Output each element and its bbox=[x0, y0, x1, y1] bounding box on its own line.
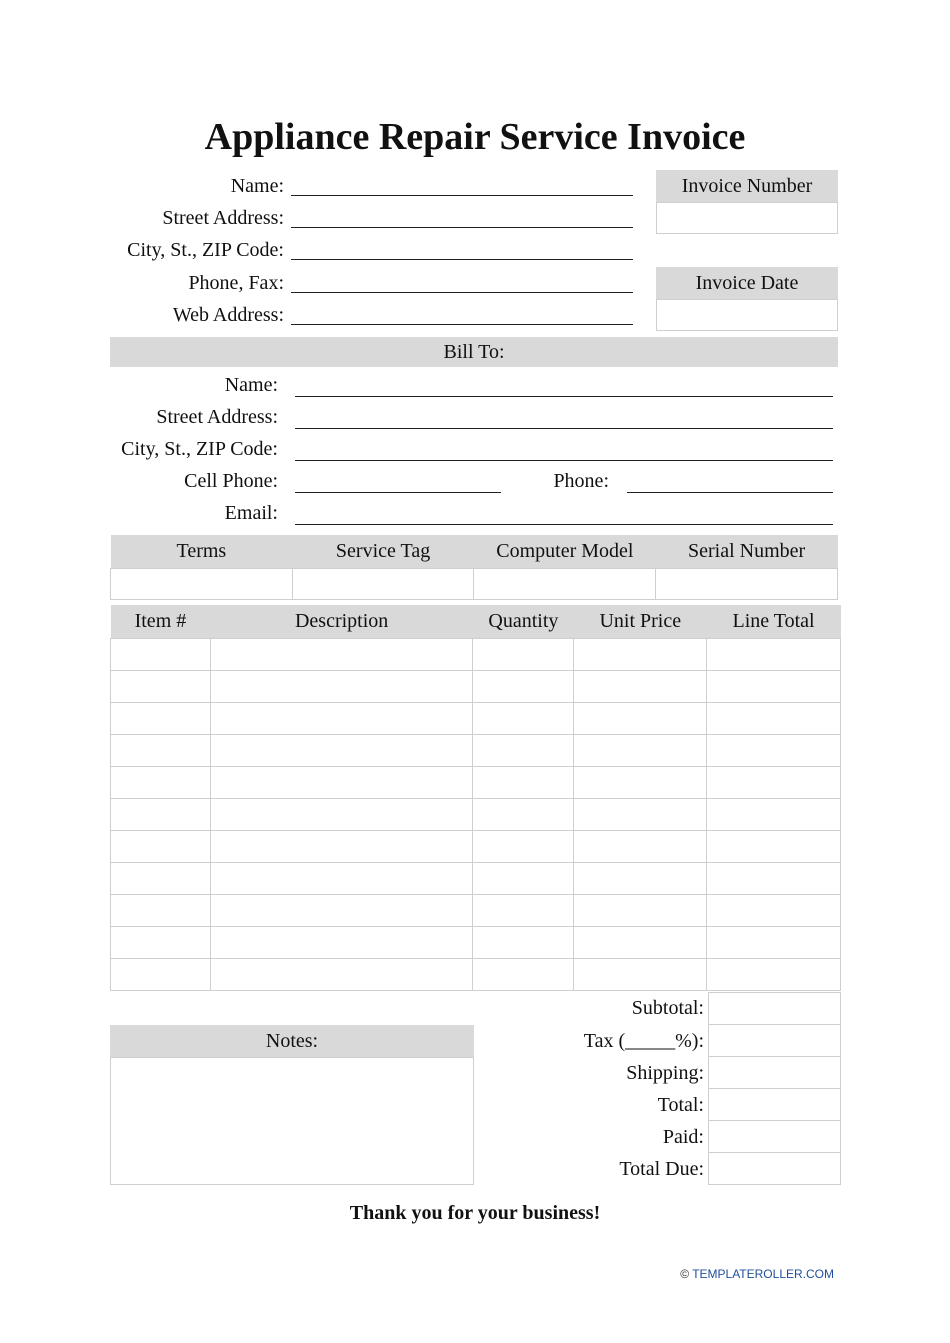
unit-price-cell[interactable] bbox=[574, 799, 707, 831]
subtotal-label: Subtotal: bbox=[631, 997, 704, 1019]
tax-label: Tax (_____%): bbox=[583, 1030, 704, 1052]
item-number-cell[interactable] bbox=[111, 703, 211, 735]
table-row bbox=[111, 671, 841, 703]
description-cell[interactable] bbox=[210, 639, 473, 671]
total-label: Total: bbox=[657, 1094, 704, 1116]
shipping-label: Shipping: bbox=[626, 1062, 704, 1084]
items-table bbox=[110, 605, 841, 991]
line-total-cell[interactable] bbox=[707, 799, 841, 831]
unit-price-cell[interactable] bbox=[574, 767, 707, 799]
item-number-cell[interactable] bbox=[111, 799, 211, 831]
company-web-field[interactable] bbox=[291, 324, 633, 325]
description-cell[interactable] bbox=[210, 735, 473, 767]
quantity-cell[interactable] bbox=[473, 671, 574, 703]
bill-cell-label: Cell Phone: bbox=[184, 470, 278, 492]
unit-price-cell[interactable] bbox=[574, 927, 707, 959]
item-number-header: Item # bbox=[111, 605, 211, 639]
description-cell[interactable] bbox=[210, 831, 473, 863]
service-tag-header: Service Tag bbox=[292, 535, 474, 569]
computer-model-header: Computer Model bbox=[474, 535, 656, 569]
line-total-cell[interactable] bbox=[707, 639, 841, 671]
item-number-cell[interactable] bbox=[111, 767, 211, 799]
bill-street-label: Street Address: bbox=[156, 406, 278, 428]
company-city-label: City, St., ZIP Code: bbox=[127, 239, 284, 261]
table-row bbox=[111, 863, 841, 895]
table-row bbox=[111, 703, 841, 735]
description-cell[interactable] bbox=[210, 927, 473, 959]
description-cell[interactable] bbox=[210, 895, 473, 927]
line-total-cell[interactable] bbox=[707, 863, 841, 895]
item-number-cell[interactable] bbox=[111, 671, 211, 703]
invoice-number-header: Invoice Number bbox=[656, 170, 838, 202]
description-cell[interactable] bbox=[210, 671, 473, 703]
line-total-cell[interactable] bbox=[707, 895, 841, 927]
company-phone-field[interactable] bbox=[291, 292, 633, 293]
bill-email-label: Email: bbox=[224, 502, 278, 524]
item-number-cell[interactable] bbox=[111, 895, 211, 927]
table-row bbox=[111, 927, 841, 959]
terms-header: Terms bbox=[111, 535, 293, 569]
invoice-date-field[interactable] bbox=[656, 299, 838, 331]
company-web-label: Web Address: bbox=[172, 304, 284, 326]
unit-price-cell[interactable] bbox=[574, 671, 707, 703]
shipping-field[interactable] bbox=[708, 1056, 841, 1089]
company-street-field[interactable] bbox=[291, 227, 633, 228]
item-number-cell[interactable] bbox=[111, 863, 211, 895]
bill-phone-label: Phone: bbox=[553, 470, 609, 492]
tax-field[interactable] bbox=[708, 1024, 841, 1057]
table-row bbox=[111, 767, 841, 799]
quantity-cell[interactable] bbox=[473, 703, 574, 735]
bill-phone-field[interactable] bbox=[627, 492, 833, 493]
thank-you-message: Thank you for your business! bbox=[349, 1202, 601, 1224]
computer-model-field[interactable] bbox=[474, 569, 656, 600]
line-total-cell[interactable] bbox=[707, 735, 841, 767]
serial-number-header: Serial Number bbox=[656, 535, 838, 569]
serial-number-field[interactable] bbox=[656, 569, 838, 600]
invoice-number-field[interactable] bbox=[656, 202, 838, 234]
line-total-cell[interactable] bbox=[707, 703, 841, 735]
quantity-cell[interactable] bbox=[473, 927, 574, 959]
table-row bbox=[111, 831, 841, 863]
bill-city-field[interactable] bbox=[295, 460, 833, 461]
company-street-label: Street Address: bbox=[162, 207, 284, 229]
bill-email-field[interactable] bbox=[295, 524, 833, 525]
description-cell[interactable] bbox=[210, 959, 473, 991]
total-due-field[interactable] bbox=[708, 1152, 841, 1185]
quantity-cell[interactable] bbox=[473, 639, 574, 671]
table-row bbox=[111, 799, 841, 831]
item-number-cell[interactable] bbox=[111, 735, 211, 767]
item-number-cell[interactable] bbox=[111, 639, 211, 671]
item-number-cell[interactable] bbox=[111, 959, 211, 991]
table-row bbox=[111, 959, 841, 991]
item-number-cell[interactable] bbox=[111, 927, 211, 959]
unit-price-cell[interactable] bbox=[574, 863, 707, 895]
invoice-date-header: Invoice Date bbox=[656, 267, 838, 299]
quantity-cell[interactable] bbox=[473, 799, 574, 831]
notes-header: Notes: bbox=[110, 1025, 474, 1057]
description-cell[interactable] bbox=[210, 767, 473, 799]
bill-name-label: Name: bbox=[224, 374, 278, 396]
unit-price-cell[interactable] bbox=[574, 703, 707, 735]
footer-credit bbox=[680, 1267, 834, 1281]
copyright-symbol: © bbox=[680, 1267, 690, 1281]
quantity-header: Quantity bbox=[473, 605, 574, 639]
quantity-cell[interactable] bbox=[473, 735, 574, 767]
page-title: Appliance Repair Service Invoice bbox=[204, 116, 746, 158]
item-number-cell[interactable] bbox=[111, 831, 211, 863]
quantity-cell[interactable] bbox=[473, 959, 574, 991]
total-due-label: Total Due: bbox=[619, 1158, 704, 1180]
bill-street-field[interactable] bbox=[295, 428, 833, 429]
company-name-field[interactable] bbox=[291, 195, 633, 196]
service-tag-field[interactable] bbox=[292, 569, 474, 600]
bill-city-label: City, St., ZIP Code: bbox=[121, 438, 278, 460]
table-row bbox=[111, 639, 841, 671]
unit-price-header: Unit Price bbox=[574, 605, 707, 639]
line-total-cell[interactable] bbox=[707, 927, 841, 959]
description-cell[interactable] bbox=[210, 703, 473, 735]
items-body bbox=[111, 639, 841, 991]
unit-price-cell[interactable] bbox=[574, 895, 707, 927]
description-header: Description bbox=[210, 605, 473, 639]
bill-name-field[interactable] bbox=[295, 396, 833, 397]
bill-to-header: Bill To: bbox=[110, 337, 838, 367]
quantity-cell[interactable] bbox=[473, 863, 574, 895]
company-phone-label: Phone, Fax: bbox=[188, 272, 284, 294]
line-total-cell[interactable] bbox=[707, 767, 841, 799]
table-row bbox=[111, 735, 841, 767]
quantity-cell[interactable] bbox=[473, 895, 574, 927]
company-name-label: Name: bbox=[230, 175, 284, 197]
line-total-header: Line Total bbox=[707, 605, 841, 639]
line-total-cell[interactable] bbox=[707, 671, 841, 703]
terms-field[interactable] bbox=[111, 569, 293, 600]
notes-field[interactable] bbox=[110, 1057, 474, 1185]
table-row bbox=[111, 895, 841, 927]
line-total-cell[interactable] bbox=[707, 959, 841, 991]
unit-price-cell[interactable] bbox=[574, 735, 707, 767]
unit-price-cell[interactable] bbox=[574, 831, 707, 863]
bill-cell-field[interactable] bbox=[295, 492, 501, 493]
paid-label: Paid: bbox=[662, 1126, 704, 1148]
templateroller-link[interactable]: TEMPLATEROLLER.COM bbox=[692, 1267, 834, 1281]
unit-price-cell[interactable] bbox=[574, 959, 707, 991]
company-city-field[interactable] bbox=[291, 259, 633, 260]
description-cell[interactable] bbox=[210, 799, 473, 831]
service-info-table bbox=[110, 535, 838, 600]
line-total-cell[interactable] bbox=[707, 831, 841, 863]
quantity-cell[interactable] bbox=[473, 831, 574, 863]
paid-field[interactable] bbox=[708, 1120, 841, 1153]
description-cell[interactable] bbox=[210, 863, 473, 895]
subtotal-field[interactable] bbox=[708, 992, 841, 1025]
quantity-cell[interactable] bbox=[473, 767, 574, 799]
total-field[interactable] bbox=[708, 1088, 841, 1121]
unit-price-cell[interactable] bbox=[574, 639, 707, 671]
